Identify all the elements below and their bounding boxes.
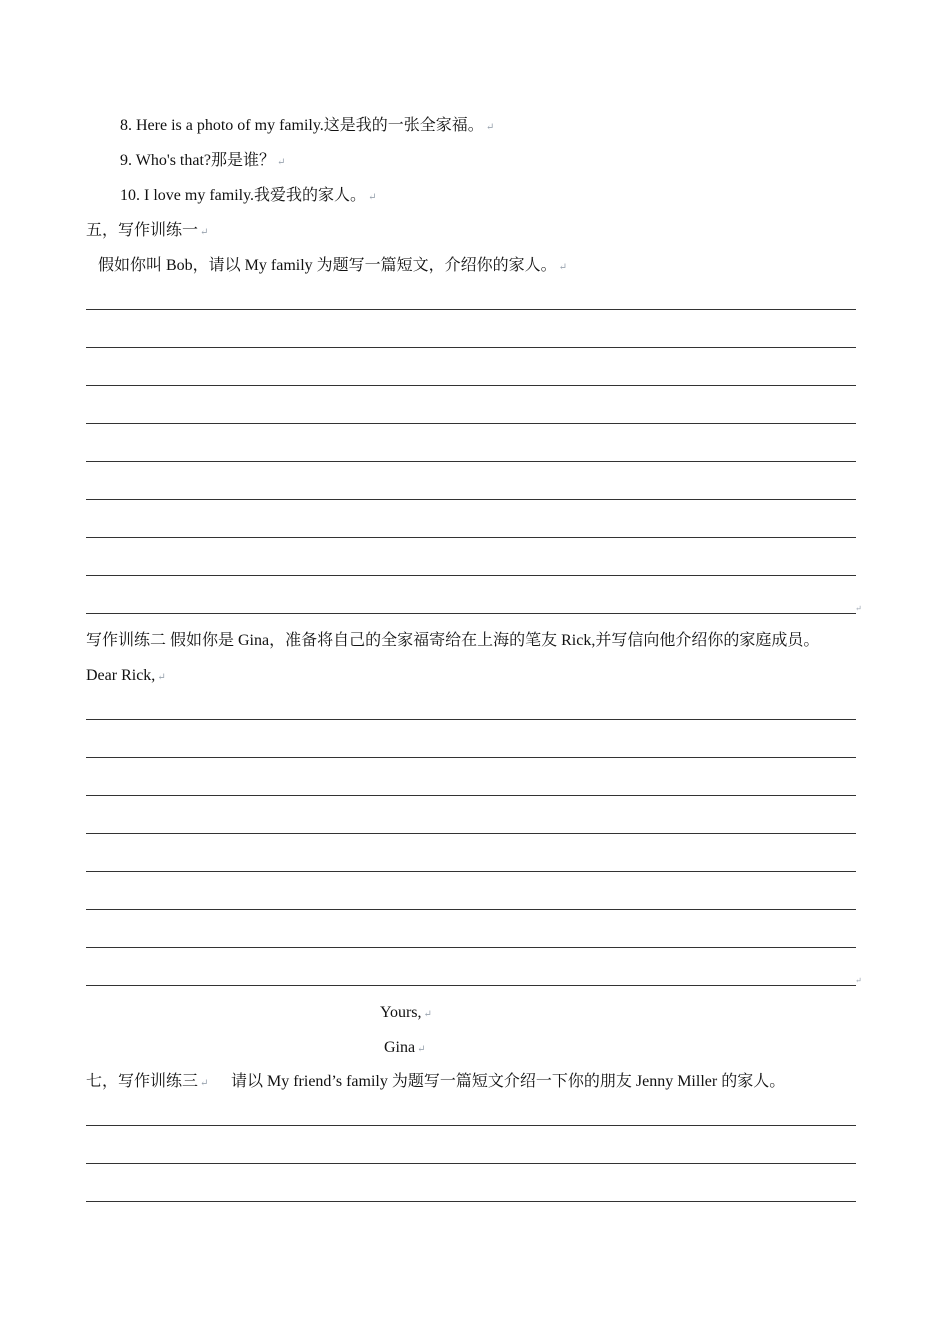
paragraph-mark: ↵ bbox=[558, 262, 568, 273]
sentence-8 bbox=[120, 116, 494, 138]
salutation-text: Dear Rick, bbox=[86, 667, 156, 684]
letter-signature bbox=[384, 1038, 426, 1060]
paragraph-mark: ↵ bbox=[157, 672, 166, 683]
writing-line bbox=[86, 985, 856, 986]
paragraph-mark: ↵ bbox=[200, 227, 209, 238]
writing-line bbox=[86, 1125, 856, 1126]
sentence-text: 10. I love my family.我爱我的家人。 bbox=[120, 187, 367, 204]
writing-line bbox=[86, 613, 856, 614]
writing-line bbox=[86, 757, 856, 758]
writing-line bbox=[86, 575, 856, 576]
paragraph-mark: ↵ bbox=[417, 1044, 426, 1055]
paragraph-mark: ↵ bbox=[855, 604, 862, 613]
paragraph-mark: ↵ bbox=[423, 1009, 432, 1020]
signature-text: Gina bbox=[384, 1039, 416, 1056]
paragraph-mark: ↵ bbox=[855, 976, 862, 985]
heading-text: 七，写作训练三 bbox=[86, 1073, 199, 1090]
writing-line bbox=[86, 309, 856, 310]
sentence-text: 8. Here is a photo of my family.这是我的一张全家福。 bbox=[120, 117, 484, 134]
writing-line bbox=[86, 1163, 856, 1164]
section-5-prompt bbox=[98, 256, 567, 278]
sentence-text: 9. Who's that?那是谁？ bbox=[120, 152, 276, 169]
heading-text: 五，写作训练一 bbox=[86, 222, 199, 239]
writing-line bbox=[86, 385, 856, 386]
paragraph-mark: ↵ bbox=[485, 122, 495, 133]
closing-text: Yours, bbox=[380, 1004, 422, 1021]
writing-line bbox=[86, 833, 856, 834]
paragraph-mark: ↵ bbox=[277, 157, 286, 168]
writing-line bbox=[86, 909, 856, 910]
prompt-text: 请以 My friend’s family 为题写一篇短文介绍一下你的朋友 Jenny Miller 的家人。 bbox=[231, 1073, 786, 1090]
prompt-text: 写作训练二 假如你是 Gina，准备将自己的全家福寄给在上海的笔友 Rick,并写信向他介绍你的家庭成员。 bbox=[86, 632, 820, 649]
sentence-10 bbox=[120, 186, 376, 208]
letter-closing bbox=[380, 1003, 432, 1025]
writing-line bbox=[86, 947, 856, 948]
section-7-prompt bbox=[231, 1072, 785, 1092]
paragraph-mark: ↵ bbox=[368, 192, 377, 203]
writing-line bbox=[86, 423, 856, 424]
writing-line bbox=[86, 719, 856, 720]
prompt-text: 假如你叫 Bob，请以 My family 为题写一篇短文，介绍你的家人。 bbox=[98, 257, 557, 274]
writing-line bbox=[86, 795, 856, 796]
section-6-prompt bbox=[86, 631, 819, 651]
paragraph-mark: ↵ bbox=[200, 1078, 209, 1089]
sentence-9 bbox=[120, 151, 285, 173]
writing-line bbox=[86, 499, 856, 500]
writing-line bbox=[86, 1201, 856, 1202]
salutation bbox=[86, 666, 166, 688]
section-5-heading bbox=[86, 221, 208, 243]
writing-line bbox=[86, 537, 856, 538]
writing-line bbox=[86, 871, 856, 872]
writing-line bbox=[86, 461, 856, 462]
writing-line bbox=[86, 347, 856, 348]
section-7-heading bbox=[86, 1072, 208, 1094]
